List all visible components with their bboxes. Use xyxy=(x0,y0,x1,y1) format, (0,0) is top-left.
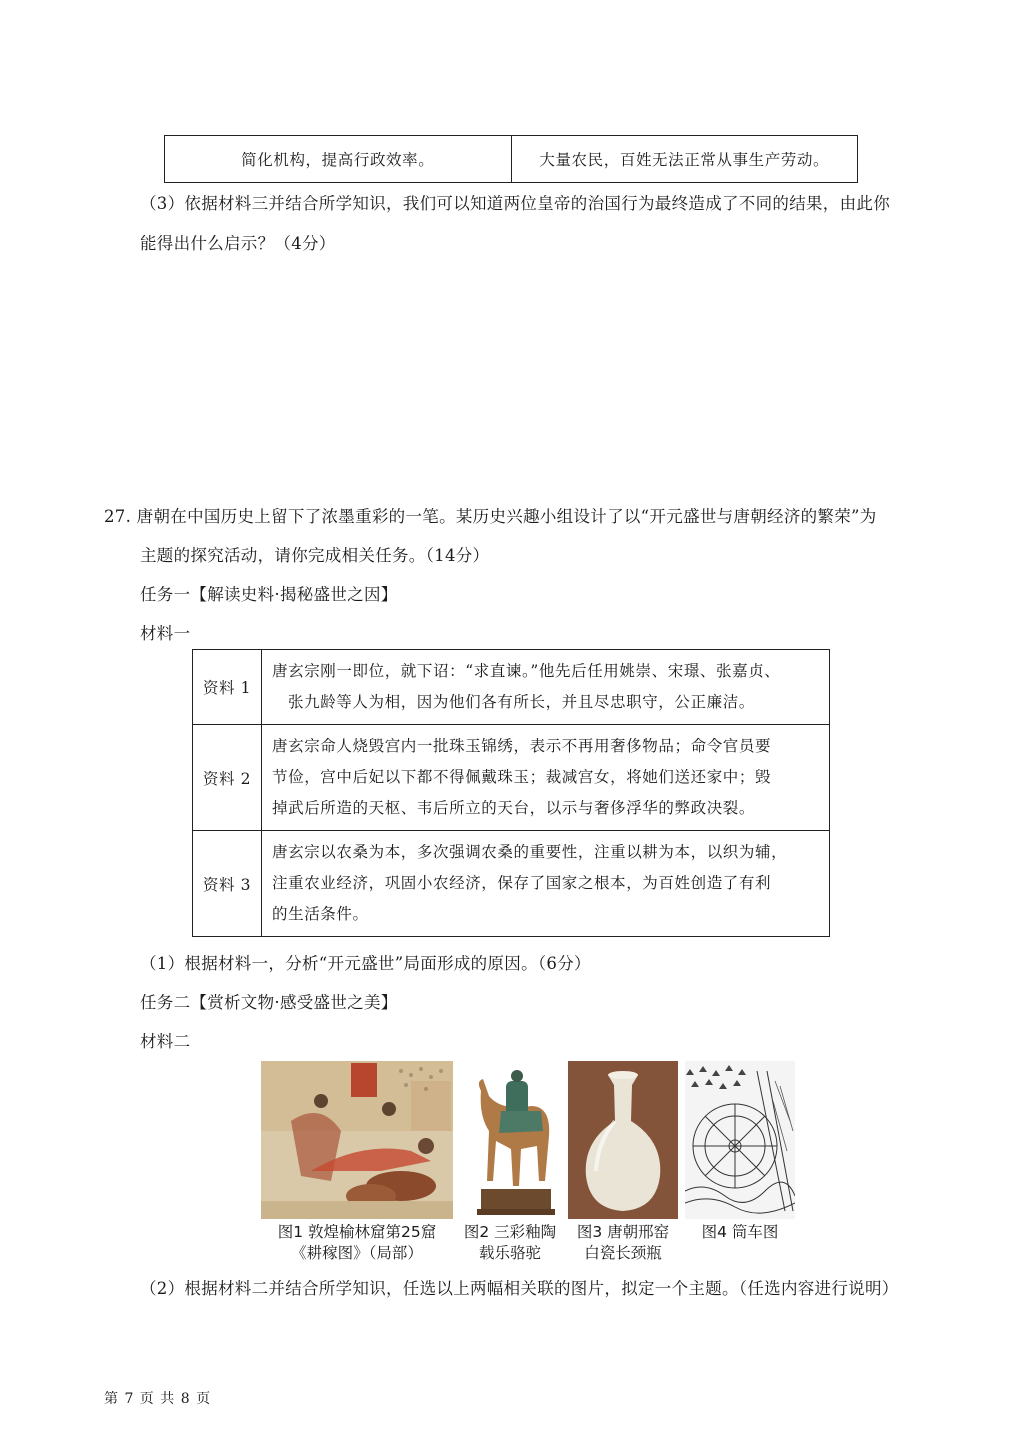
caption-line: 图1 敦煌榆林窟第25窟 xyxy=(277,1223,437,1241)
table-row xyxy=(193,650,830,725)
mural-image xyxy=(261,1061,453,1219)
caption-figure-2 xyxy=(455,1222,565,1264)
row-text-line: 张九龄等人为相，因为他们各有所长，并且尽忠职守，公正廉洁。 xyxy=(288,693,755,711)
caption-figure-3 xyxy=(566,1222,680,1264)
row-text xyxy=(262,650,830,725)
caption-figure-1 xyxy=(261,1222,453,1264)
row-text-line: 唐玄宗以农桑为本，多次强调农桑的重要性，注重以耕为本，以织为辅， xyxy=(272,843,788,861)
row-text-line: 唐玄宗命人烧毁宫内一批珠玉锦绣，表示不再用奢侈物品；命令官员要 xyxy=(272,737,772,755)
row-text xyxy=(262,725,830,831)
caption-line: 《耕稼图》（局部） xyxy=(291,1244,423,1262)
question-2: （2）根据材料二并结合所学知识，任选以上两幅相关联的图片，拟定一个主题。（任选内容进行说明） xyxy=(140,1279,899,1298)
table-cell-right: 大量农民，百姓无法正常从事生产劳动。 xyxy=(511,136,858,183)
row-text-line: 的生活条件。 xyxy=(272,905,369,923)
row-text-line: 注重农业经济，巩固小农经济，保存了国家之根本，为百姓创造了有利 xyxy=(272,874,772,892)
row-label: 资料 1 xyxy=(193,650,262,725)
task-2-heading: 任务二【赏析文物·感受盛世之美】 xyxy=(140,993,398,1012)
material-1-table xyxy=(192,649,830,937)
table-row xyxy=(193,725,830,831)
row-text-line: 掉武后所造的天枢、韦后所立的天台，以示与奢侈浮华的弊政决裂。 xyxy=(272,799,756,817)
table-row xyxy=(193,831,830,937)
answer-table xyxy=(164,135,858,183)
row-label: 资料 3 xyxy=(193,831,262,937)
caption-line: 白瓷长颈瓶 xyxy=(584,1244,662,1262)
caption-line: 载乐骆驼 xyxy=(478,1244,541,1262)
caption-figure-4 xyxy=(685,1222,795,1243)
white-porcelain-vase-image xyxy=(568,1061,678,1219)
row-text-line: 唐玄宗刚一即位，就下诏：“求直谏。”他先后任用姚崇、宋璟、张嘉贞、 xyxy=(272,662,781,680)
row-text xyxy=(262,831,830,937)
material-2-heading: 材料二 xyxy=(140,1032,191,1051)
task-1-heading: 任务一【解读史料·揭秘盛世之因】 xyxy=(140,585,398,604)
caption-line: 图4 筒车图 xyxy=(701,1223,779,1241)
row-label: 资料 2 xyxy=(193,725,262,831)
material-1-heading: 材料一 xyxy=(140,624,191,643)
page-number: 第 7 页 共 8 页 xyxy=(104,1391,212,1407)
question-3-line-2: 能得出什么启示？（4分） xyxy=(140,234,336,253)
question-27-line-1: 27. 唐朝在中国历史上留下了浓墨重彩的一笔。某历史兴趣小组设计了以“开元盛世与唐朝经济的繁荣”为 xyxy=(104,507,877,526)
camel-figurine-image xyxy=(461,1061,561,1219)
caption-line: 图2 三彩釉陶 xyxy=(463,1223,557,1241)
question-3-line-1: （3）依据材料三并结合所学知识，我们可以知道两位皇帝的治国行为最终造成了不同的结果，由此你 xyxy=(140,194,890,213)
question-27-line-2: 主题的探究活动，请你完成相关任务。（14分） xyxy=(140,546,490,565)
water-wheel-drawing-image xyxy=(685,1061,795,1219)
question-1: （1）根据材料一，分析“开元盛世”局面形成的原因。（6分） xyxy=(140,954,591,973)
row-text-line: 节俭，宫中后妃以下都不得佩戴珠玉；裁减宫女，将她们送还家中；毁 xyxy=(272,768,772,786)
table-cell-left: 简化机构，提高行政效率。 xyxy=(165,136,512,183)
caption-line: 图3 唐朝邢窑 xyxy=(576,1223,670,1241)
